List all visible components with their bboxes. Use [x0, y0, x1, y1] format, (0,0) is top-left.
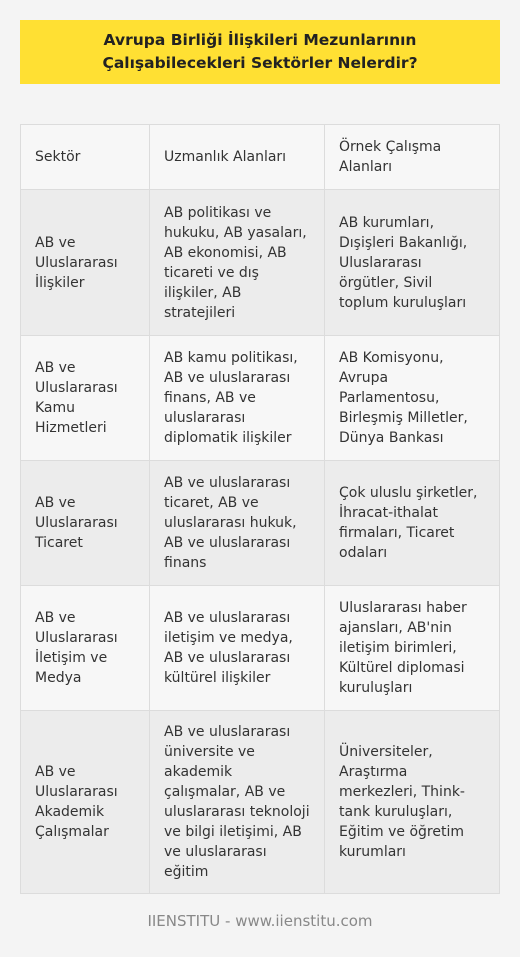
header-sector: Sektör [21, 125, 150, 189]
table-row [21, 711, 499, 893]
sector-cell: AB ve Uluslararası Ticaret [21, 461, 150, 585]
examples-cell: Uluslararası haber ajansları, AB'nin iletişim birimleri, Kültürel diplomasi kuruluşları [339, 600, 467, 696]
sector-cell: AB ve Uluslararası İletişim ve Medya [21, 586, 150, 710]
examples-cell: AB kurumları, Dışişleri Bakanlığı, Uluslararası örgütler, Sivil toplum kuruluşları [339, 214, 468, 311]
sectors-table [20, 124, 500, 894]
table-row [21, 586, 499, 711]
table-row [21, 190, 499, 336]
title-banner [20, 20, 500, 84]
sector-cell: AB ve Uluslararası İlişkiler [21, 190, 150, 335]
table-header-row [21, 125, 499, 190]
table-row [21, 336, 499, 461]
examples-cell: AB Komisyonu, Avrupa Parlamentosu, Birleşmiş Milletler, Dünya Bankası [339, 350, 468, 446]
footer-credit: IIENSTITU - www.iienstitu.com [147, 912, 373, 930]
expertise-cell: AB kamu politikası, AB ve uluslararası finans, AB ve uluslararası diplomatik ilişkiler [150, 336, 325, 460]
table-row [21, 461, 499, 586]
examples-cell: Üniversiteler, Araştırma merkezleri, Think-tank kuruluşları, Eğitim ve öğretim kurumları [339, 744, 465, 860]
expertise-cell: AB ve uluslararası ticaret, AB ve uluslararası hukuk, AB ve uluslararası finans [150, 461, 325, 585]
expertise-cell: AB politikası ve hukuku, AB yasaları, AB ekonomisi, AB ticareti ve dış ilişkiler, AB stratejileri [150, 190, 325, 335]
expertise-cell: AB ve uluslararası üniversite ve akademik çalışmalar, AB ve uluslararası teknoloji ve bilgi iletişimi, AB ve uluslararası eğitim [150, 711, 325, 893]
expertise-cell: AB ve uluslararası iletişim ve medya, AB ve uluslararası kültürel ilişkiler [150, 586, 325, 710]
sector-cell: AB ve Uluslararası Akademik Çalışmalar [21, 711, 150, 893]
page-title: Avrupa Birliği İlişkileri Mezunlarının Çalışabilecekleri Sektörler Nelerdir? [102, 31, 418, 72]
header-expertise: Uzmanlık Alanları [150, 125, 325, 189]
header-examples: Örnek Çalışma Alanları [339, 139, 442, 175]
sector-cell: AB ve Uluslararası Kamu Hizmetleri [21, 336, 150, 460]
examples-cell: Çok uluslu şirketler, İhracat-ithalat firmaları, Ticaret odaları [339, 485, 478, 561]
